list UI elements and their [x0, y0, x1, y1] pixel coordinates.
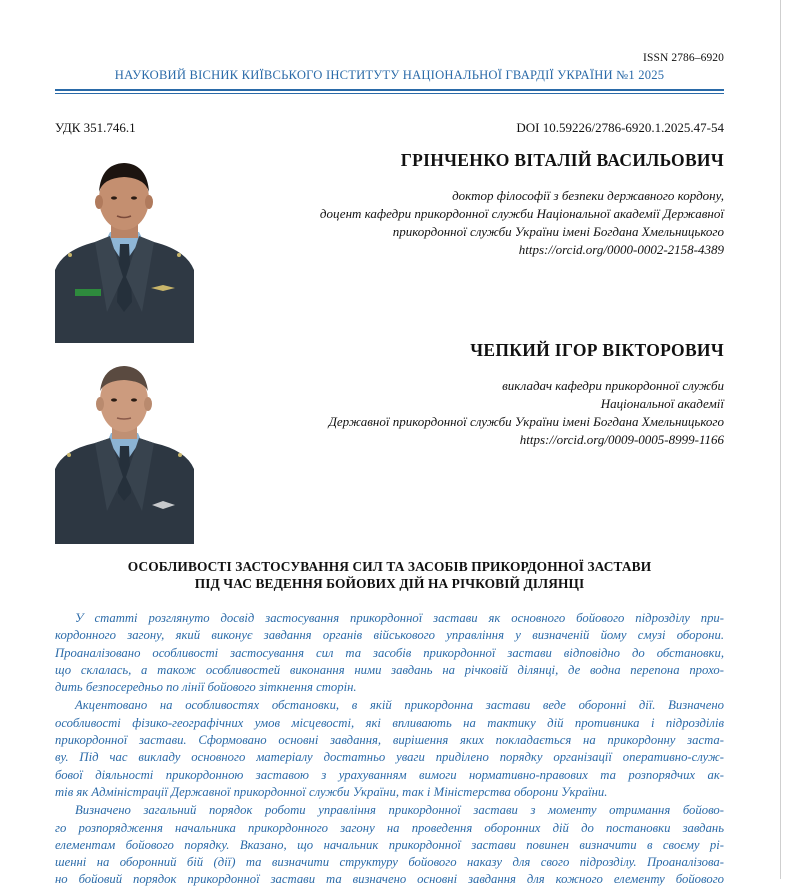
header-rule-thin: [55, 93, 724, 94]
abstract-paragraph-3: [55, 802, 724, 888]
abstract-line: Акцентовано на особливостях обстановки, в якій прикордонна застави веде оборонні дії. Визначено: [75, 698, 724, 713]
abstract-line: особливості фізико-географічних умов місцевості, які впливають на тактику дій противника і підрозділів: [55, 715, 724, 730]
page-edge: [780, 0, 781, 879]
affiliation-line: доктор філософії з безпеки державного кордону,: [452, 188, 724, 203]
header-rule: [55, 89, 724, 91]
title-line-2: ПІД ЧАС ВЕДЕННЯ БОЙОВИХ ДІЙ НА РІЧКОВІЙ ДІЛЯНЦІ: [194, 576, 585, 591]
abstract-line: Визначено загальний порядок роботи управління прикордонної застави з моменту отримання бойово-: [75, 803, 724, 818]
affiliation-line: викладач кафедри прикордонної служби: [502, 378, 724, 393]
abstract-line: но бойовий порядок прикордонної застави та визначено основні завдання для кожного елементу бойового: [55, 872, 724, 887]
abstract-line: го розпорядження начальника прикордонного загону на проведення оборонних дій до постановки завдань: [55, 820, 724, 835]
affiliation-line: Національної академії: [600, 396, 724, 411]
doi: DOI 10.59226/2786-6920.1.2025.47-54: [516, 120, 724, 135]
orcid-link[interactable]: https://orcid.org/0009-0005-8999-1166: [519, 432, 724, 447]
abstract-line: кордонного загону, який виконує завдання органів військового управління у визначеній йому смузі оборони.: [55, 628, 724, 643]
abstract-paragraph-2: [55, 697, 724, 801]
abstract-line: елементам бойового порядку. Вказано, що начальник прикордонної застави повинен визначити в своєму рі-: [55, 837, 724, 852]
author-affiliation-1: [244, 187, 724, 259]
author-photo-1: [55, 152, 194, 343]
abstract-line: бової діяльності прикордонною заставою з урахуванням вимоги нормативно-правових та розпорядчих ак-: [55, 767, 724, 782]
issn: ISSN 2786–6920: [643, 52, 724, 64]
abstract-line: шенні на оборонний бій (дії) та визначити структуру бойового наказу для свого підрозділу. Проаналізова-: [55, 855, 724, 870]
abstract-line: що склалась, а також особливостей виконання ними завдань на річковій ділянці, де водна перепона прохо-: [55, 662, 724, 677]
article-title: [55, 558, 724, 592]
orcid-link[interactable]: https://orcid.org/0000-0002-2158-4389: [518, 242, 724, 257]
abstract-line: дить безпосередньо по лінії бойового зіткнення сторін.: [55, 680, 357, 695]
author-name-1: ГРІНЧЕНКО ВІТАЛІЙ ВАСИЛЬОВИЧ: [400, 150, 724, 170]
author-name-2: ЧЕПКИЙ ІГОР ВІКТОРОВИЧ: [470, 340, 724, 360]
affiliation-line: прикордонної служби України імені Богдана Хмельницького: [392, 224, 724, 239]
affiliation-line: доцент кафедри прикордонної служби Національної академії Державної: [319, 206, 724, 221]
abstract-line: Проаналізовано особливості застосування сил та засобів прикордонної застави відповідно до обстановки,: [55, 645, 724, 660]
abstract-paragraph-1: [55, 610, 724, 696]
abstract-line: прикордонної застави. Сформовано основні завдання, вирішення яких покладається на прикордонну заста-: [55, 733, 724, 748]
affiliation-line: Державної прикордонної служби України імені Богдана Хмельницького: [328, 414, 724, 429]
author-photo-2: [55, 353, 194, 544]
title-line-1: ОСОБЛИВОСТІ ЗАСТОСУВАННЯ СИЛ ТА ЗАСОБІВ ПРИКОРДОННОЇ ЗАСТАВИ: [127, 559, 652, 574]
abstract-line: тів як Адміністрації Державної прикордонної служби України, так і Міністерства оборони України.: [55, 784, 608, 799]
abstract-line: ву. Під час викладу основного матеріалу достатньо уваги приділено порядку організації оперативно-служ-: [55, 750, 724, 765]
udc-code: УДК 351.746.1: [55, 120, 136, 135]
abstract: [55, 610, 724, 890]
author-affiliation-2: [244, 377, 724, 449]
journal-header: НАУКОВИЙ ВІСНИК КИЇВСЬКОГО ІНСТИТУТУ НАЦІОНАЛЬНОЇ ГВАРДІЇ УКРАЇНИ №1 2025: [114, 68, 665, 82]
abstract-line: У статті розглянуто досвід застосування прикордонної застави як основного бойового підрозділу при-: [75, 611, 724, 625]
